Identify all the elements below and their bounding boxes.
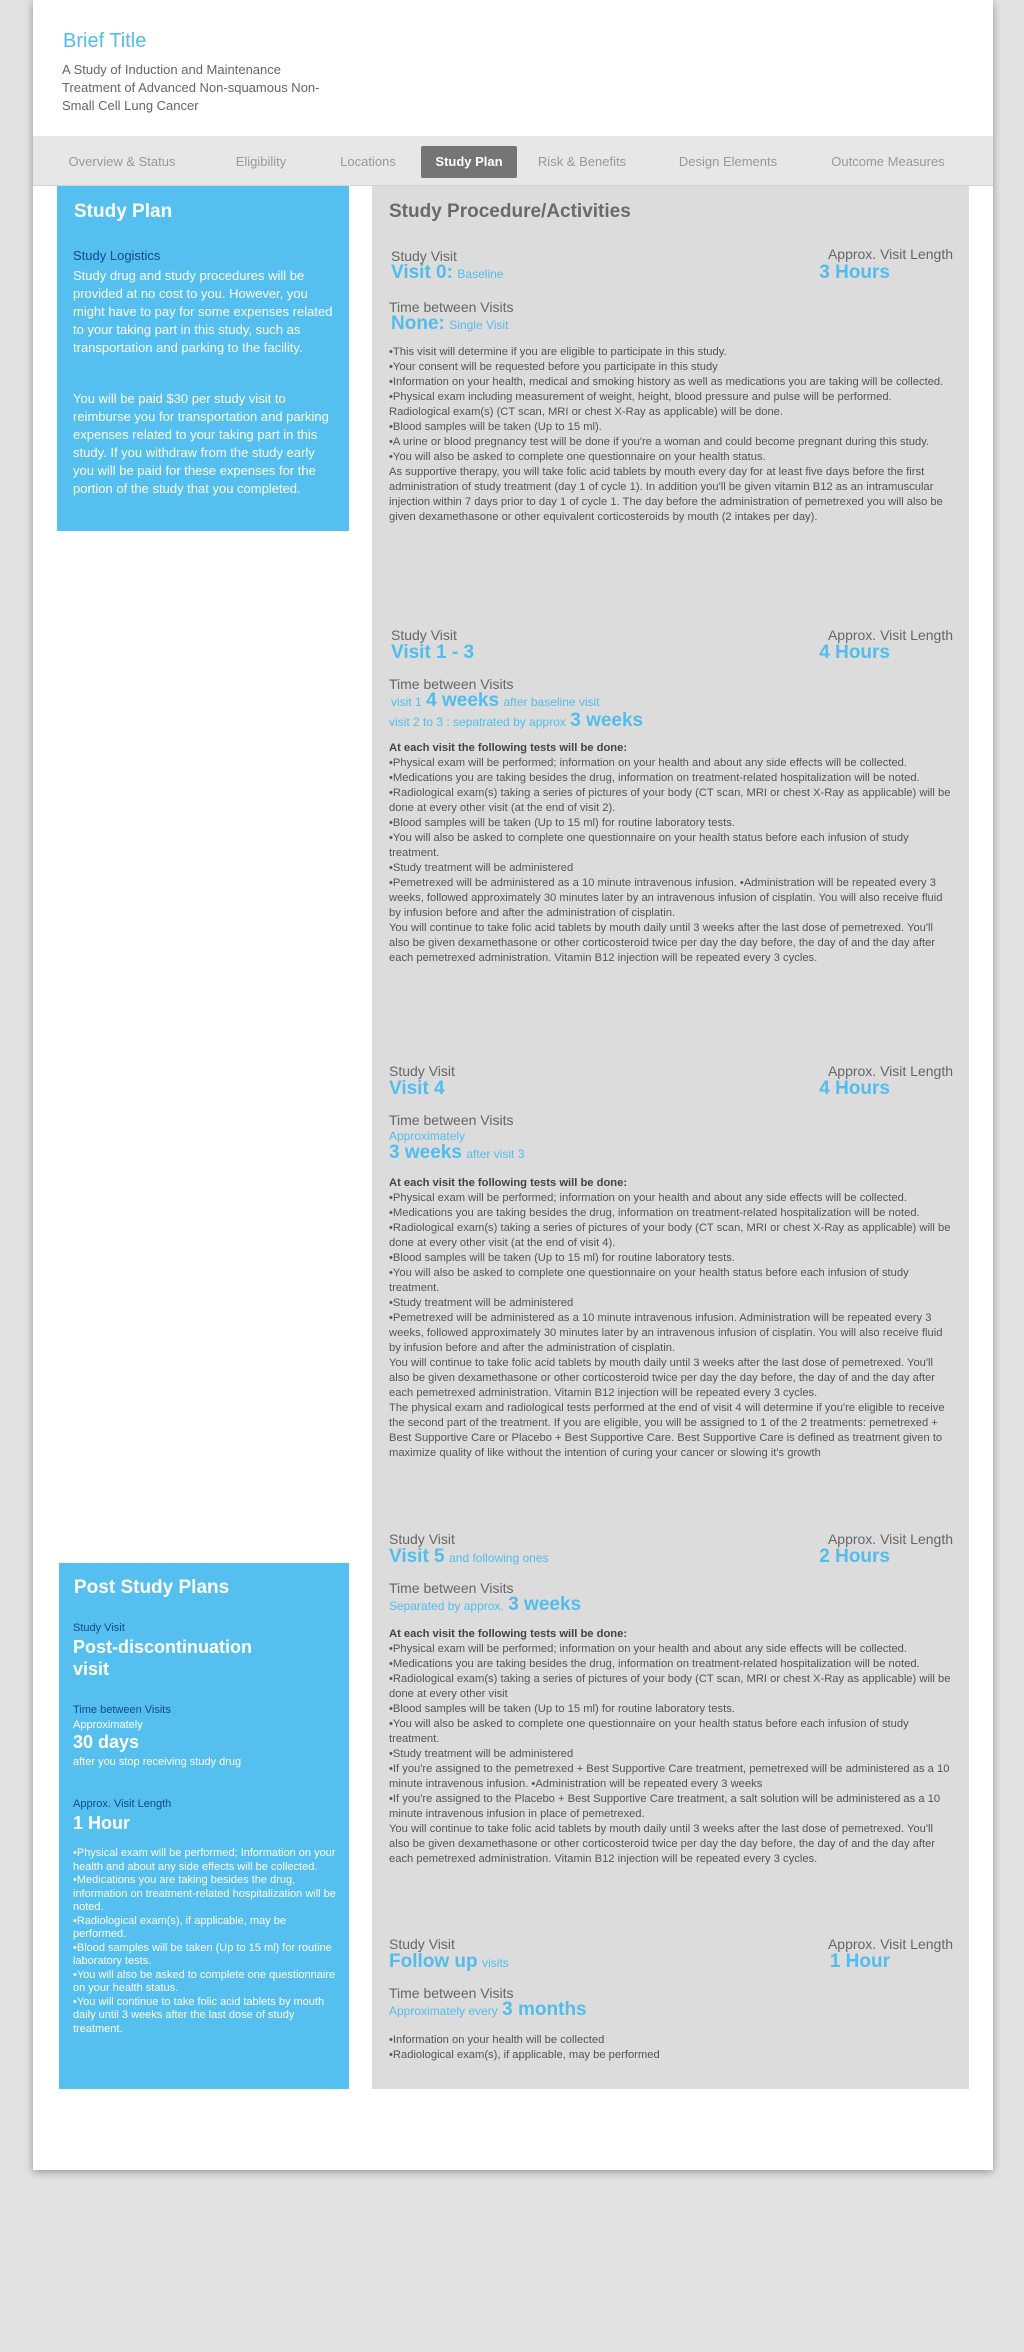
- visit-1-time-post: after baseline visit: [503, 695, 600, 709]
- tab-design-elements[interactable]: Design Elements: [678, 154, 778, 169]
- post-days: 30 days: [73, 1732, 140, 1752]
- follow-up-time-big: 3 months: [502, 1999, 587, 2020]
- follow-up-name: Follow up: [389, 1951, 478, 1972]
- list-item: •Physical exam will be performed; Information on your health and about any side effects will be collected.: [73, 1847, 336, 1873]
- visit-0-name: Visit 0:: [391, 262, 453, 283]
- visit-2-3-time: [389, 710, 643, 732]
- study-title: A Study of Induction and Maintenance Treatment of Advanced Non-squamous Non-Small Cell Lung Cancer: [62, 62, 320, 113]
- visit-2-3-time-big: 3 weeks: [570, 710, 644, 731]
- tab-eligibility[interactable]: Eligibility: [235, 154, 287, 169]
- page: [33, 0, 993, 2170]
- each-visit-heading: At each visit the following tests will be done:: [389, 1177, 628, 1189]
- study-logistics-text: Study drug and study procedures will be provided at no cost to you. However, you might have to pay for some expenses related to your taking part in this study, such as transportation and parking to the facility.: [73, 268, 333, 355]
- list-item: •You will also be asked to complete one questionnaire on your health status before each infusion of study treatment.: [389, 832, 909, 859]
- tab-overview-status[interactable]: Overview & Status: [68, 154, 176, 169]
- tab-outcome-measures[interactable]: Outcome Measures: [831, 154, 945, 169]
- visit-length-label: Approx. Visit Length: [827, 627, 953, 643]
- list-item: •Radiological exam(s), if applicable, may be performed: [389, 2049, 660, 2061]
- study-plan-panel: [57, 186, 349, 531]
- list-item: •Radiological exam(s) taking a series of pictures of your body (CT scan, MRI or chest X-Ray as applicable) will be done at every other visit: [389, 1673, 951, 1700]
- study-procedure-title: Study Procedure/Activities: [389, 201, 631, 222]
- tab-locations[interactable]: Locations: [340, 154, 396, 169]
- list-item: •Physical exam will be performed; information on your health and about any side effects will be collected.: [389, 1192, 907, 1204]
- visit-0-time-big: None:: [391, 313, 445, 334]
- visit-5-time-pre: Separated by approx.: [389, 1599, 504, 1613]
- list-item: •Physical exam including measurement of weight, height, blood pressure and pulse will be performed. Radiological exam(s) (CT scan, MRI or chest X-Ray as applicable) will be done.: [389, 391, 892, 418]
- study-visit-label: Study Visit: [389, 1936, 455, 1952]
- time-between-label: Time between Visits: [389, 299, 514, 315]
- follow-up-time-pre: Approximately every: [389, 2004, 498, 2018]
- list-item: •If you're assigned to the pemetrexed + Best Supportive Care treatment, pemetrexed will be administered as a 10 minute intravenous infusion. •Administration will be repeated every 3 weeks: [389, 1763, 950, 1790]
- list-item: •Study treatment will be administered: [389, 862, 574, 874]
- visit-5-time-big: 3 weeks: [508, 1594, 582, 1615]
- visit-length-label: Approx. Visit Length: [827, 246, 953, 262]
- list-item: •Blood samples will be taken (Up to 15 ml) for routine laboratory tests.: [389, 817, 735, 829]
- list-item: •Medications you are taking besides the drug, information on treatment-related hospitalization will be noted.: [73, 1874, 336, 1913]
- tab-bar: [33, 136, 993, 186]
- list-item: •Your consent will be requested before you participate in this study: [389, 361, 718, 373]
- visit-0-items: [389, 345, 953, 525]
- list-item: •A urine or blood pregnancy test will be done if you're a woman and could become pregnant during this study.: [389, 436, 930, 448]
- visit-1-time-big: 4 weeks: [426, 690, 500, 711]
- post-approx: Approximately: [73, 1719, 143, 1731]
- reimbursement-text: You will be paid $30 per study visit to reimburse you for transportation and parking expenses related to your taking part in this study. If you withdraw from the study early you will be paid for these expenses for the portion of the study that you completed.: [73, 391, 329, 496]
- follow-up-sub: visits: [482, 1956, 509, 1970]
- post-time-label: Time between Visits: [73, 1704, 171, 1716]
- list-item: •Study treatment will be administered: [389, 1297, 574, 1309]
- each-visit-heading: At each visit the following tests will be done:: [389, 742, 628, 754]
- time-between-label: Time between Visits: [389, 676, 514, 692]
- visit-0-para: As supportive therapy, you will take folic acid tablets by mouth every day for at least five days before the first administration of study treatment (day 1 of cycle 1). In addition you'll be given vitamin B12 as an intramuscular injection within 7 days prior to day 1 of cycle 1. The day before the administration of pemetrexed you will also be given dexamethasone or other equivalent corticosteroids by mouth (2 intakes per day).: [389, 466, 943, 523]
- follow-up-time: [389, 1999, 587, 2021]
- list-item: •Medications you are taking besides the drug, information on treatment-related hospitalization will be noted.: [389, 1207, 920, 1219]
- visit-4-length: 4 Hours: [819, 1078, 890, 1099]
- follow-up-title: [389, 1951, 509, 1973]
- brief-title: Brief Title: [63, 30, 147, 52]
- list-item: •Medications you are taking besides the drug, information on treatment-related hospitalization will be noted.: [389, 772, 920, 784]
- visit-4-time-big: 3 weeks: [389, 1142, 462, 1163]
- list-item: •If you're assigned to the Placebo + Best Supportive Care treatment, a salt solution will be administered as a 10 minute intravenous infusion in place of pemetrexed.: [389, 1793, 941, 1820]
- visit-0-time-sub: Single Visit: [449, 318, 509, 332]
- list-item: •You will also be asked to complete one questionnaire on your health status before each infusion of study treatment.: [389, 1718, 909, 1745]
- visit-1-3-name: Visit 1 - 3: [391, 642, 475, 663]
- list-item: •This visit will determine if you are eligible to participate in this study.: [389, 346, 727, 358]
- post-items: [73, 1847, 337, 2036]
- visit-0-title: [391, 262, 503, 284]
- post-visit-name: Post-discontinuation visit: [73, 1637, 252, 1679]
- visit-length-label: Approx. Visit Length: [827, 1936, 953, 1952]
- list-item: •Pemetrexed will be administered as a 10 minute intravenous infusion. Administration will be repeated every 3 weeks, followed approximately 30 minutes later by an intravenous infusion of cisplatin. You will also receive fluid by infusion before and after the administration of cisplatin.: [389, 1312, 943, 1354]
- post-length: 1 Hour: [73, 1813, 131, 1833]
- study-visit-label: Study Visit: [391, 627, 457, 643]
- visit-4-approx: Approximately: [389, 1129, 466, 1143]
- visit-4-time-post: after visit 3: [466, 1147, 525, 1161]
- tab-study-plan[interactable]: Study Plan: [421, 146, 517, 178]
- time-between-label: Time between Visits: [389, 1112, 514, 1128]
- visit-5-items: [389, 1627, 953, 1867]
- visit-5-para: You will continue to take folic acid tablets by mouth daily until 3 weeks after the last dose of pemetrexed. You'll also be given dexamethasone or other corticosteroid twice per day the day before, the day of and the day after each pemetrexed administration. Vitamin B12 injection will be repeated every 3 cycles.: [389, 1823, 936, 1865]
- list-item: •Radiological exam(s) taking a series of pictures of your body (CT scan, MRI or chest X-Ray as applicable) will be done at every other visit (at the end of visit 4).: [389, 1222, 951, 1249]
- list-item: •Blood samples will be taken (Up to 15 ml) for routine laboratory tests.: [389, 1703, 735, 1715]
- list-item: •Pemetrexed will be administered as a 10 minute intravenous infusion. •Administration will be repeated every 3 weeks, followed approximately 30 minutes later by an intravenous infusion of cisplatin. You will also receive fluid by infusion before and after the administration of cisplatin.: [389, 877, 943, 919]
- visit-0-time: [391, 313, 508, 335]
- list-item: •You will continue to take folic acid tablets by mouth daily until 3 weeks after the last dose of study treatment.: [73, 1995, 325, 2035]
- visit-4-time: [389, 1142, 524, 1164]
- list-item: •You will also be asked to complete one questionnaire on your health status.: [389, 451, 766, 463]
- study-visit-label: Study Visit: [389, 1531, 455, 1547]
- list-item: •Physical exam will be performed; information on your health and about any side effects will be collected.: [389, 1643, 907, 1655]
- visit-5-time: [389, 1594, 581, 1616]
- header: [33, 0, 993, 136]
- visit-0-length: 3 Hours: [819, 262, 890, 283]
- time-between-label: Time between Visits: [389, 1985, 514, 2001]
- visit-1-3-para: You will continue to take folic acid tablets by mouth daily until 3 weeks after the last dose of pemetrexed. You'll also be given dexamethasone or other corticosteroid twice per day the day before, the day of and the day after each pemetrexed administration. Vitamin B12 injection will be repeated every 3 cycles.: [389, 922, 936, 964]
- visit-4-para: You will continue to take folic acid tablets by mouth daily until 3 weeks after the last dose of pemetrexed. You'll also be given dexamethasone or other corticosteroid twice per day the day before, the day of and the day after each pemetrexed administration. Vitamin B12 injection will be repeated every 3 cycles.: [389, 1357, 936, 1399]
- visit-2-3-time-pre: visit 2 to 3 : sepatrated by approx: [389, 715, 566, 729]
- post-study-panel: [59, 1563, 349, 2089]
- tab-risk-benefits[interactable]: Risk & Benefits: [537, 154, 627, 169]
- list-item: •Information on your health will be collected: [389, 2034, 605, 2046]
- visit-5-length: 2 Hours: [819, 1546, 890, 1567]
- list-item: •Blood samples will be taken (Up to 15 ml) for routine laboratory tests.: [73, 1941, 332, 1967]
- visit-5-title: [389, 1546, 549, 1568]
- list-item: •Radiological exam(s), if applicable, may be performed.: [73, 1914, 286, 1940]
- visit-4-para2: The physical exam and radiological tests performed at the end of visit 4 will determine if you're eligible to receive the second part of the treatment. If you are eligible, you will be assigned to 1 of the 2 treatments: pemetrexed + Best Supportive Care or Placebo + Best Supportive Care. Best Supportive Care is defined as treatment given to maximize quality of like without the intention of curing your cancer or slowing it's growth: [389, 1402, 945, 1459]
- visit-0-sub: Baseline: [457, 267, 504, 281]
- visit-1-time-pre: visit 1: [391, 695, 422, 709]
- list-item: •You will also be asked to complete one questionnaire on your health status before each infusion of study treatment.: [389, 1267, 909, 1294]
- post-visit-label: Study Visit: [73, 1622, 125, 1634]
- list-item: •You will also be asked to complete one questionnaire on your health status.: [73, 1968, 336, 1994]
- visit-1-3-length: 4 Hours: [819, 642, 890, 663]
- study-logistics-label: Study Logistics: [73, 248, 161, 263]
- list-item: •Study treatment will be administered: [389, 1748, 574, 1760]
- visit-1-time: [391, 690, 600, 712]
- post-length-label: Approx. Visit Length: [73, 1798, 172, 1810]
- list-item: •Blood samples will be taken (Up to 15 ml) for routine laboratory tests.: [389, 1252, 735, 1264]
- list-item: •Physical exam will be performed; information on your health and about any side effects will be collected.: [389, 757, 907, 769]
- visit-4-name: Visit 4: [389, 1078, 445, 1099]
- time-between-label: Time between Visits: [389, 1580, 514, 1596]
- study-plan-title: Study Plan: [74, 201, 173, 222]
- visit-5-name: Visit 5: [389, 1546, 445, 1567]
- follow-up-items: [389, 2033, 953, 2063]
- visit-length-label: Approx. Visit Length: [827, 1063, 953, 1079]
- visit-4-items: [389, 1176, 953, 1461]
- study-procedure-panel: [372, 186, 969, 2089]
- list-item: done at every other visit (at the end of visit 2).: [389, 802, 616, 814]
- list-item: •Information on your health, medical and smoking history as well as medications you are taking will be collected.: [389, 376, 944, 388]
- visit-5-sub: and following ones: [449, 1551, 549, 1565]
- list-item: •Radiological exam(s) taking a series of pictures of your body (CT scan, MRI or chest X-Ray as applicable) will be: [389, 787, 951, 799]
- post-study-title: Post Study Plans: [74, 1577, 230, 1598]
- post-after: after you stop receiving study drug: [73, 1756, 242, 1768]
- follow-up-length: 1 Hour: [829, 1951, 890, 1972]
- visit-length-label: Approx. Visit Length: [827, 1531, 953, 1547]
- study-visit-label: Study Visit: [391, 248, 457, 264]
- visit-1-3-items: [389, 741, 953, 966]
- list-item: •Medications you are taking besides the drug, information on treatment-related hospitalization will be noted.: [389, 1658, 920, 1670]
- list-item: •Blood samples will be taken (Up to 15 ml).: [389, 421, 602, 433]
- each-visit-heading: At each visit the following tests will be done:: [389, 1628, 628, 1640]
- study-visit-label: Study Visit: [389, 1063, 455, 1079]
